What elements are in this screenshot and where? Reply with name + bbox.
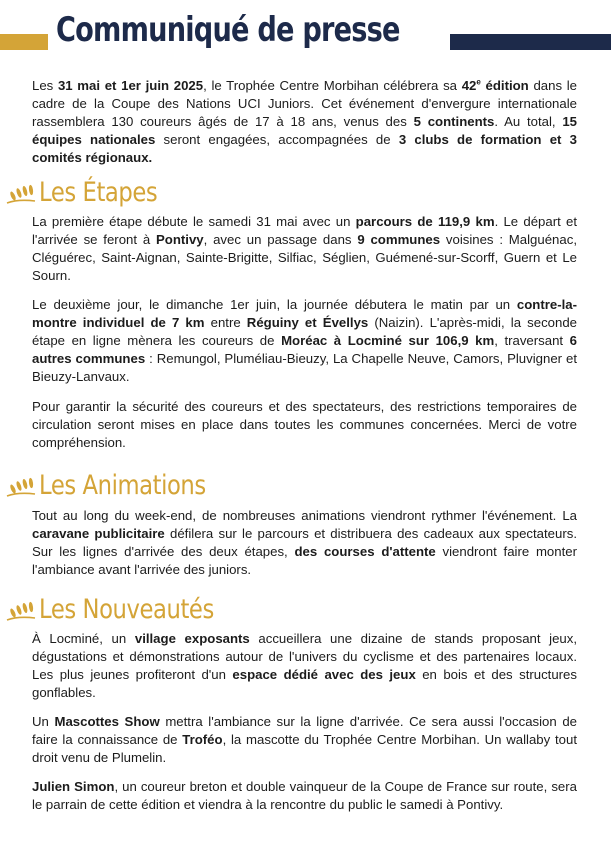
laurel-icon xyxy=(6,474,38,500)
laurel-icon xyxy=(6,598,38,624)
navy-accent-bar xyxy=(450,34,611,50)
animations-heading: Les Animations xyxy=(39,470,206,501)
page-title: Communiqué de presse xyxy=(56,10,400,50)
title-banner xyxy=(0,10,611,62)
laurel-icon xyxy=(6,181,38,207)
etapes-paragraph-3: Pour garantir la sécurité des coureurs et des spectateurs, des restrictions temporaires de circulation seront mises en place dans toutes les communes concernées. Merci de votre compréhension. xyxy=(32,399,577,450)
nouveautes-heading: Les Nouveautés xyxy=(39,594,214,625)
etapes-paragraph-1: La première étape débute le samedi 31 mai avec un parcours de 119,9 km. Le départ et l'arrivée se feront à Pontivy, avec un passage dans 9 communes voisines : Malguénac, Cléguérec, Saint-Aignan, Sainte-Brigitte, Silfiac, Séglien, Guémené-sur-Scorff, Guern et Le Sourn. xyxy=(32,214,578,283)
intro-paragraph: Les 31 mai et 1er juin 2025, le Trophée Centre Morbihan célébrera sa 42e édition dans le cadre de la Coupe des Nations UCI Juniors. Cet événement d'envergure internationale rassemblera 130 coureurs âgés de 17 à 18 ans, venus des 5 continents. Au total, 15 équipes nationales seront engagées, accompagnées de 3 clubs de formation et 3 comités régionaux. xyxy=(32,77,577,165)
etapes-heading: Les Étapes xyxy=(39,177,158,208)
nouveautes-paragraph-3: Julien Simon, un coureur breton et double vainqueur de la Coupe de France sur route, sera le parrain de cette édition et viendra à la rencontre du public le samedi à Pontivy. xyxy=(32,779,577,812)
nouveautes-paragraph-1: À Locminé, un village exposants accueillera une dizaine de stands proposant jeux, dégustations et démonstrations autour de l'univers du cyclisme et des partenaires locaux. Les plus jeunes profiteront d'un espace dédié avec des jeux en bois et des structures gonflables. xyxy=(32,631,578,700)
animations-paragraph: Tout au long du week-end, de nombreuses animations viendront rythmer l'événement. La caravane publicitaire défilera sur le parcours et distribuera des cadeaux aux spectateurs. Sur les lignes d'arrivée des deux étapes, des courses d'attente viendront faire monter l'ambiance avant l'arrivée des juniors. xyxy=(32,508,577,577)
nouveautes-paragraph-2: Un Mascottes Show mettra l'ambiance sur la ligne d'arrivée. Ce sera aussi l'occasion de faire la connaissance de Troféo, la mascotte du Trophée Centre Morbihan. Un wallaby tout droit venu de Plumelin. xyxy=(32,714,577,765)
gold-accent-bar xyxy=(0,34,48,50)
etapes-paragraph-2: Le deuxième jour, le dimanche 1er juin, la journée débutera le matin par un contre-la-montre individuel de 7 km entre Réguiny et Évellys (Naizin). L'après-midi, la seconde étape en ligne mènera les coureurs de Moréac à Locminé sur 106,9 km, traversant 6 autres communes : Remungol, Pluméliau-Bieuzy, La Chapelle Neuve, Camors, Pluvigner et Bieuzy-Lanvaux. xyxy=(32,297,578,384)
